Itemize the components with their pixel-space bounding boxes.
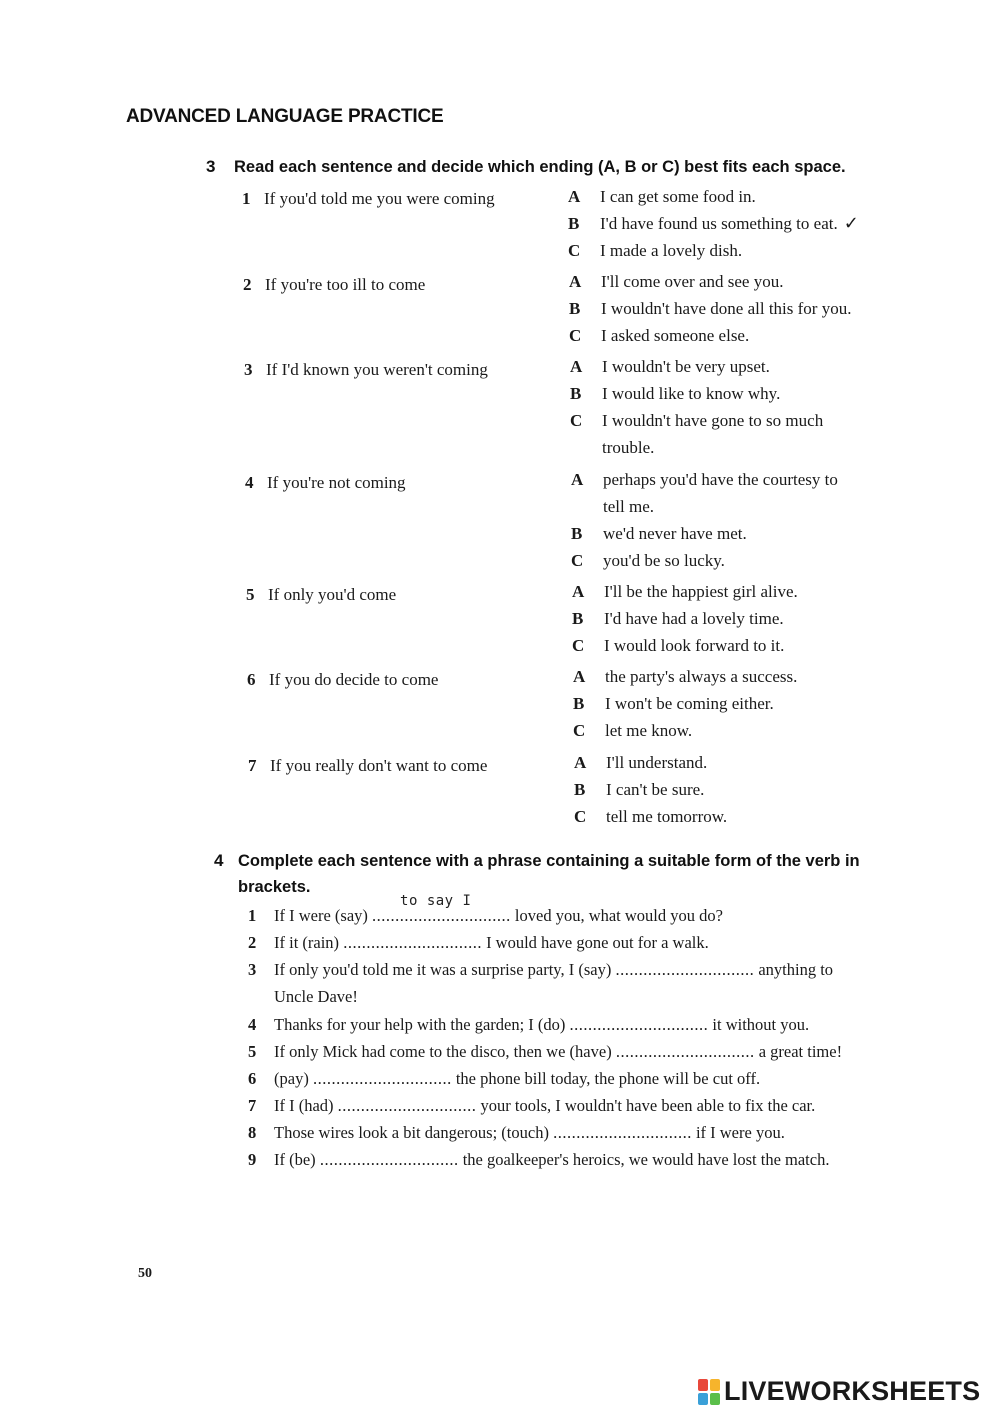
checkmark-icon: ✓ xyxy=(843,213,859,234)
ex3-item-1-option-a[interactable]: A I can get some food in. xyxy=(568,187,756,206)
ex3-item-3-stem: 3 If I'd known you weren't coming xyxy=(244,360,488,379)
ex3-item-2-option-c[interactable]: C I asked someone else. xyxy=(569,326,750,345)
exercise-4-heading xyxy=(214,848,894,900)
exercise-3-number: 3 xyxy=(206,157,216,176)
ex3-item-4-option-b[interactable]: B we'd never have met. xyxy=(571,524,747,543)
brand-name: LIVEWORKSHEETS xyxy=(724,1376,981,1406)
answer-blank[interactable]: .............................. xyxy=(337,1096,477,1115)
logo-grid-icon xyxy=(698,1379,720,1405)
ex3-item-4-option-a[interactable]: A perhaps you'd have the courtesy to tell me. xyxy=(571,470,838,516)
ex3-item-1-stem: 1 If you'd told me you were coming xyxy=(242,189,495,208)
logo-square-icon xyxy=(710,1379,720,1391)
ex3-item-2-option-b[interactable]: B I wouldn't have done all this for you. xyxy=(569,299,852,318)
ex3-item-7-option-b[interactable]: B I can't be sure. xyxy=(574,780,705,799)
ex3-item-5-option-a[interactable]: A I'll be the happiest girl alive. xyxy=(572,582,798,601)
exercise-4-number: 4 xyxy=(214,851,224,870)
exercise-3-heading xyxy=(206,154,846,180)
logo-square-icon xyxy=(698,1393,708,1405)
ex3-item-6-option-a[interactable]: A the party's always a success. xyxy=(573,667,798,686)
ex4-item-6: 6 (pay) .............................. the phone bill today, the phone will be cut off. xyxy=(248,1065,888,1092)
ex4-item-8: 8 Those wires look a bit dangerous; (touch) .............................. if I were you. xyxy=(248,1119,888,1146)
book-title: ADVANCED LANGUAGE PRACTICE xyxy=(126,106,444,127)
answer-blank[interactable]: .............................. xyxy=(615,960,755,979)
ex3-item-7-option-c[interactable]: C tell me tomorrow. xyxy=(574,807,728,826)
ex3-item-3-option-b[interactable]: B I would like to know why. xyxy=(570,384,781,403)
ex3-item-6-option-c[interactable]: C let me know. xyxy=(573,721,693,740)
liveworksheets-logo[interactable] xyxy=(698,1376,980,1407)
exercise-4-instruction: Complete each sentence with a phrase containing a suitable form of the verb in brackets. xyxy=(238,852,860,896)
ex3-item-2-stem: 2 If you're too ill to come xyxy=(243,275,426,294)
ex3-item-4-option-c[interactable]: C you'd be so lucky. xyxy=(571,551,725,570)
ex3-item-3-option-a[interactable]: A I wouldn't be very upset. xyxy=(570,357,770,376)
ex3-item-6-option-b[interactable]: B I won't be coming either. xyxy=(573,694,774,713)
answer-blank[interactable]: .............................. xyxy=(569,1015,709,1034)
ex3-item-1-option-b[interactable]: B I'd have found us something to eat. ✓ xyxy=(568,213,859,234)
answer-blank[interactable]: .............................. xyxy=(615,1042,755,1061)
ex4-item-2: 2 If it (rain) .............................. I would have gone out for a walk. xyxy=(248,929,888,956)
ex3-item-5-option-b[interactable]: B I'd have had a lovely time. xyxy=(572,609,784,628)
ex3-item-6-stem: 6 If you do decide to come xyxy=(247,670,439,689)
ex4-item-5: 5 If only Mick had come to the disco, then we (have) .............................. a great time! xyxy=(248,1038,888,1065)
logo-square-icon xyxy=(710,1393,720,1405)
ex4-item-3: 3 If only you'd told me it was a surprise party, I (say) .............................. anything to Uncle Dave! xyxy=(248,956,868,1010)
answer-blank[interactable]: .............................. to say I xyxy=(372,902,511,929)
answer-blank[interactable]: .............................. xyxy=(312,1069,452,1088)
ex3-item-1-option-c[interactable]: C I made a lovely dish. xyxy=(568,241,743,260)
exercise-3-instruction: Read each sentence and decide which ending (A, B or C) best fits each space. xyxy=(234,158,846,176)
answer-blank[interactable]: .............................. xyxy=(319,1150,459,1169)
ex3-item-3-option-c[interactable]: C I wouldn't have gone to so much trouble. xyxy=(570,411,824,457)
ex4-item-9: 9 If (be) .............................. the goalkeeper's heroics, we would have lost the match. xyxy=(248,1146,888,1173)
handwritten-answer: to say I xyxy=(400,893,472,909)
ex3-item-7-option-a[interactable]: A I'll understand. xyxy=(574,753,708,772)
logo-square-icon xyxy=(698,1379,708,1391)
ex3-item-7-stem: 7 If you really don't want to come xyxy=(248,756,488,775)
answer-blank[interactable]: .............................. xyxy=(343,933,482,952)
answer-blank[interactable]: .............................. xyxy=(553,1123,692,1142)
ex3-item-5-stem: 5 If only you'd come xyxy=(246,585,397,604)
ex4-item-1: 1 If I were (say) .............................. to say I loved you, what would you do? xyxy=(248,902,888,929)
ex3-item-4-stem: 4 If you're not coming xyxy=(245,473,406,492)
page-number: 50 xyxy=(138,1266,152,1281)
ex4-item-4: 4 Thanks for your help with the garden; I (do) .............................. it without you. xyxy=(248,1011,888,1038)
ex3-item-5-option-c[interactable]: C I would look forward to it. xyxy=(572,636,785,655)
ex3-item-2-option-a[interactable]: A I'll come over and see you. xyxy=(569,272,784,291)
ex4-item-7: 7 If I (had) .............................. your tools, I wouldn't have been able to fix the car. xyxy=(248,1092,888,1119)
